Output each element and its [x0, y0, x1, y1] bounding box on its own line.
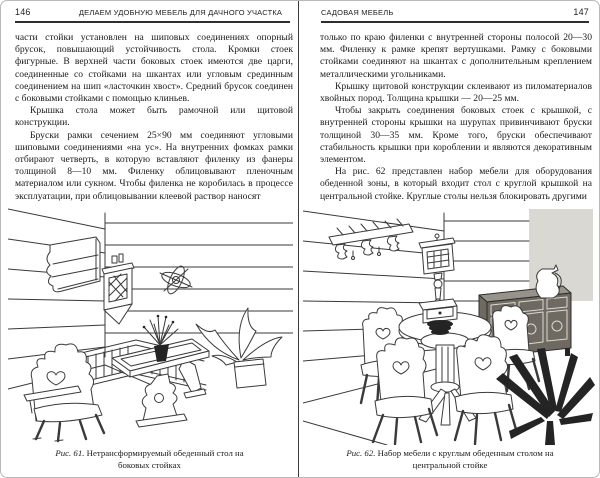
paragraph: На рис. 62 представлен набор мебели для оборудования обеденной зоны, в который входит стол с круглой крышкой на центральной стойке. Круглые столы нельзя блокировать другими — [320, 166, 592, 202]
page-number-left: 146 — [15, 7, 31, 17]
page-147-header — [321, 7, 589, 23]
page-147-body — [320, 32, 592, 203]
figure-62-text: Набор мебели с круглым обеденным столом на центральной стойке — [377, 448, 554, 470]
figure-61-drawing — [8, 207, 293, 445]
chair-front-left — [373, 338, 437, 444]
running-title-right: САДОВАЯ МЕБЕЛЬ — [321, 8, 394, 17]
figure-61-text: Нетрансформируемый обеденный стол на боковых стойках — [86, 448, 244, 470]
wall-rosette — [160, 264, 192, 296]
paragraph: части стойки установлен на шиповых соединениях опорный брусок, повышающий устойчивость стола. Кромки стоек фигурные. В верхней части боковых стоек имеются две царги, соединенные со стойками на шкантах или угловым срединным соединением на шип «ласточкин хвост». Средний брусок соединен с боковыми стойками с помощью клиньев. — [15, 32, 293, 105]
page-146 — [1, 1, 298, 477]
corner-wall-cabinet — [419, 234, 455, 310]
corner-cabinet — [102, 254, 134, 324]
running-title-left: ДЕЛАЕМ УДОБНУЮ МЕБЕЛЬ ДЛЯ ДАЧНОГО УЧАСТКА — [78, 8, 283, 17]
paragraph: Чтобы закрыть соединения боковых стоек с крышкой, с внутренней стороны крышки на шурупах привинчивают бруски толщиной 30—35 мм. Кроме того, бруски обеспечивают стабильность крышки при короблении и являются декоративным элементом. — [320, 105, 592, 166]
figure-61-label: Рис. 61. — [55, 448, 85, 458]
figure-62-illustration — [303, 207, 597, 445]
page-146-header — [15, 7, 290, 23]
coat-rack-shelf — [329, 219, 413, 260]
potted-plant — [196, 308, 282, 388]
paragraph: Крышка стола может быть рамочной или щитовой конструкции. — [15, 105, 293, 129]
paragraph: Бруски рамки сечением 25×90 мм соединяют угловыми шиповыми соединениями «на ус». На внутренних фомках рамки отбирают четверть, в которую вставляют филенку из фанеры толщиной 8—10 мм. Филенку облицовывают пленочным материалом или сукном. Чтобы филенка не коробилась в процессе эксплуатации, при облицовывании клеевой раствор наносят — [15, 129, 293, 202]
wall-shelf — [47, 237, 100, 292]
page-146-body — [15, 32, 293, 203]
figure-61-illustration — [8, 207, 293, 445]
armchair — [24, 344, 104, 441]
figure-62-label: Рис. 62. — [346, 448, 376, 458]
figure-62-caption — [299, 448, 600, 471]
figure-62-drawing — [303, 207, 597, 445]
pitcher — [536, 265, 561, 298]
figure-61-caption — [1, 448, 298, 471]
page-147 — [299, 1, 600, 477]
page-number-right: 147 — [573, 7, 589, 17]
paragraph: только по краю филенки с внутренней стороны полосой 20—30 мм. Филенку к рамке крепят вертушками. Рамку с боковыми стойками соединяют на шкантах с дополнительным креплением металлическими угольниками. — [320, 32, 592, 80]
paragraph: Крышку щитовой конструкции склеивают из пиломатериалов хвойных пород. Толщина крышки — 20—25 мм. — [320, 80, 592, 105]
